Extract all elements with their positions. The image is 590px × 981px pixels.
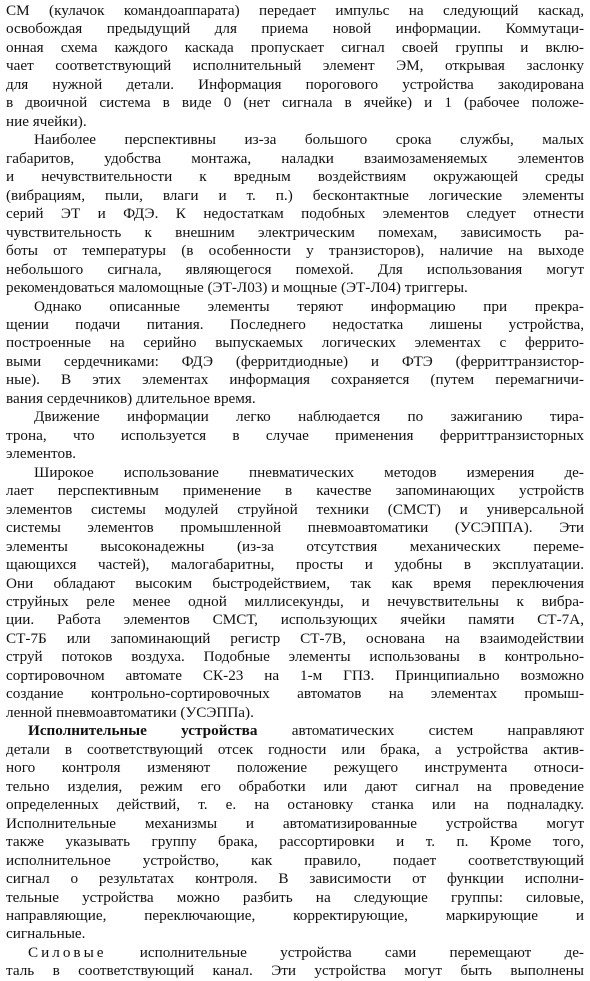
lead-term: Силовые — [28, 943, 107, 961]
text-line: ные). В этих элементах информация сохраняется (путем перемагничи- — [6, 371, 584, 389]
text-line: вания сердечников) длительное время. — [6, 389, 256, 407]
paragraph — [6, 2, 584, 131]
text-line: также указывать группу брака, рассортировки и т. п. Кроме того, — [6, 833, 584, 851]
text-line — [6, 944, 584, 962]
text-line: лает перспективным применение в качестве запоминающих устройств — [6, 482, 584, 500]
paragraph — [6, 131, 584, 297]
text-line: тельные устройства можно разбить на следующие группы: силовые, — [6, 888, 584, 906]
line-text: автоматических систем направляют — [257, 722, 584, 740]
text-line: детали в соответствующий отсек годности или брака, а устройства актив- — [6, 740, 584, 758]
text-line: таль в соответствующий канал. Эти устройства могут быть выполнены — [6, 962, 584, 980]
text-line: серий ЭТ и ФДЭ. К недостаткам подобных элементов следует отнести — [6, 205, 584, 223]
text-line: щающихся частей), малогабаритны, просты и удобны в эксплуатации. — [6, 556, 584, 574]
text-line: в двоичной система в виде 0 (нет сигнала в ячейке) и 1 (рабочее положе- — [6, 94, 584, 112]
text-line: щении подачи питания. Последнего недостатка лишены устройства, — [6, 315, 584, 333]
text-line: Однако описанные элементы теряют информацию при прекра- — [34, 297, 584, 315]
text-line: СТ-7Б или запоминающий регистр СТ-7В, основана на взаимодействии — [6, 629, 584, 647]
body-text — [6, 2, 584, 981]
text-line: тельно изделия, режим его обработки или дают сигнал на проведение — [6, 777, 584, 795]
text-line: элементов. — [6, 445, 77, 463]
text-line: струйных реле менее одной миллисекунды, и нечувствительны к вибра- — [6, 593, 584, 610]
text-line: создание контрольно-сортировочных автоматов на элементах промыш- — [6, 685, 584, 703]
text-line: рекомендоваться маломощные (ЭТ-Л03) и мощные (ЭТ-Л04) триггеры. — [6, 279, 468, 297]
text-line: Широкое использование пневматических методов измерения де- — [34, 463, 584, 481]
text-line: сортировочном автомате СК-23 на 1-м ГПЗ. Принципиально возможно — [6, 666, 584, 684]
text-line: Движение информации легко наблюдается по зажиганию тира- — [34, 408, 584, 426]
text-line: освобождая предыдущий для приема новой информации. Коммутаци- — [6, 20, 584, 38]
text-line: для нужной детали. Информация порогового устройства закодирована — [6, 75, 584, 93]
text-line: и нечувствительности к вредным воздействиям окружающей среды — [6, 168, 584, 186]
text-line: сигнал о результатах контроля. В зависимости от функции исполни- — [6, 870, 584, 888]
text-line — [6, 722, 584, 740]
text-line: направляющие, переключающие, корректирующие, маркирующие и — [6, 906, 584, 924]
text-line: ного контроля изменяют положение режущего инструмента относи- — [6, 759, 584, 777]
paragraph — [6, 298, 584, 409]
text-line: (вибрациям, пыли, влаги и т. п.) бесконтактные логические элементы — [6, 186, 584, 204]
text-line: ленной пневмоавтоматики (УСЭППа). — [6, 703, 254, 721]
text-line: системы элементов промышленной пневмоавтоматики (УСЭППА). Эти — [6, 519, 584, 537]
text-line: Исполнительные механизмы и автоматизированные устройства могут — [6, 814, 584, 832]
paragraph — [6, 408, 584, 463]
text-line: исполнительное устройство, как правило, подает соответствующий — [6, 851, 584, 869]
text-line: струй потоков воздуха. Подобные элементы использованы в контрольно- — [6, 648, 584, 666]
text-line: небольшого сигнала, являющегося помехой. Для использования могут — [6, 260, 584, 278]
paragraph — [6, 944, 584, 981]
text-line: чает соответствующий исполнительный элемент ЭМ, открывая заслонку — [6, 57, 584, 75]
text-line: онная схема каждого каскада пропускает сигнал своей группы и вклю- — [6, 38, 584, 56]
text-line: Они обладают высоким быстродействием, так как время переключения — [6, 574, 584, 592]
text-line: чувствительность к внешним электрическим помехам, зависимость ра- — [6, 223, 584, 241]
lead-term: Исполнительные устройства — [28, 722, 258, 740]
text-line: определенных действий, т. е. на остановку станка или на подналадку. — [6, 796, 584, 814]
text-line: СМ (кулачок командоаппарата) передает импульс на следующий каскад, — [6, 2, 584, 19]
paragraph — [6, 722, 584, 944]
text-line: габаритов, удобства монтажа, наладки взаимозаменяемых элементов — [6, 149, 584, 167]
text-line: выми сердечниками: ФДЭ (ферритдиодные) и ФТЭ (ферриттранзистор- — [6, 352, 584, 370]
paragraph — [6, 464, 584, 723]
text-line: построенные на серийно выпускаемых логических элементах с феррито- — [6, 334, 584, 352]
text-line: элементы высоконадежны (из-за отсутствия механических переме- — [6, 537, 584, 555]
text-line: элементов системы модулей струйной техники (СМСТ) и универсальной — [6, 500, 584, 518]
text-line: трона, что используется в случае применения ферриттранзисторных — [6, 426, 584, 444]
text-line: ние ячейки). — [6, 112, 87, 130]
text-line: Наиболее перспективны из-за большого срока службы, малых — [34, 131, 584, 149]
line-text: исполнительные устройства сами перемещают де- — [106, 943, 584, 961]
text-line: ции. Работа элементов СМСТ, использующих ячейки памяти СТ-7А, — [6, 611, 584, 629]
text-line: сигнальные. — [6, 925, 86, 943]
text-line: боты от температуры (в особенности у транзисторов), наличие на выходе — [6, 242, 584, 260]
